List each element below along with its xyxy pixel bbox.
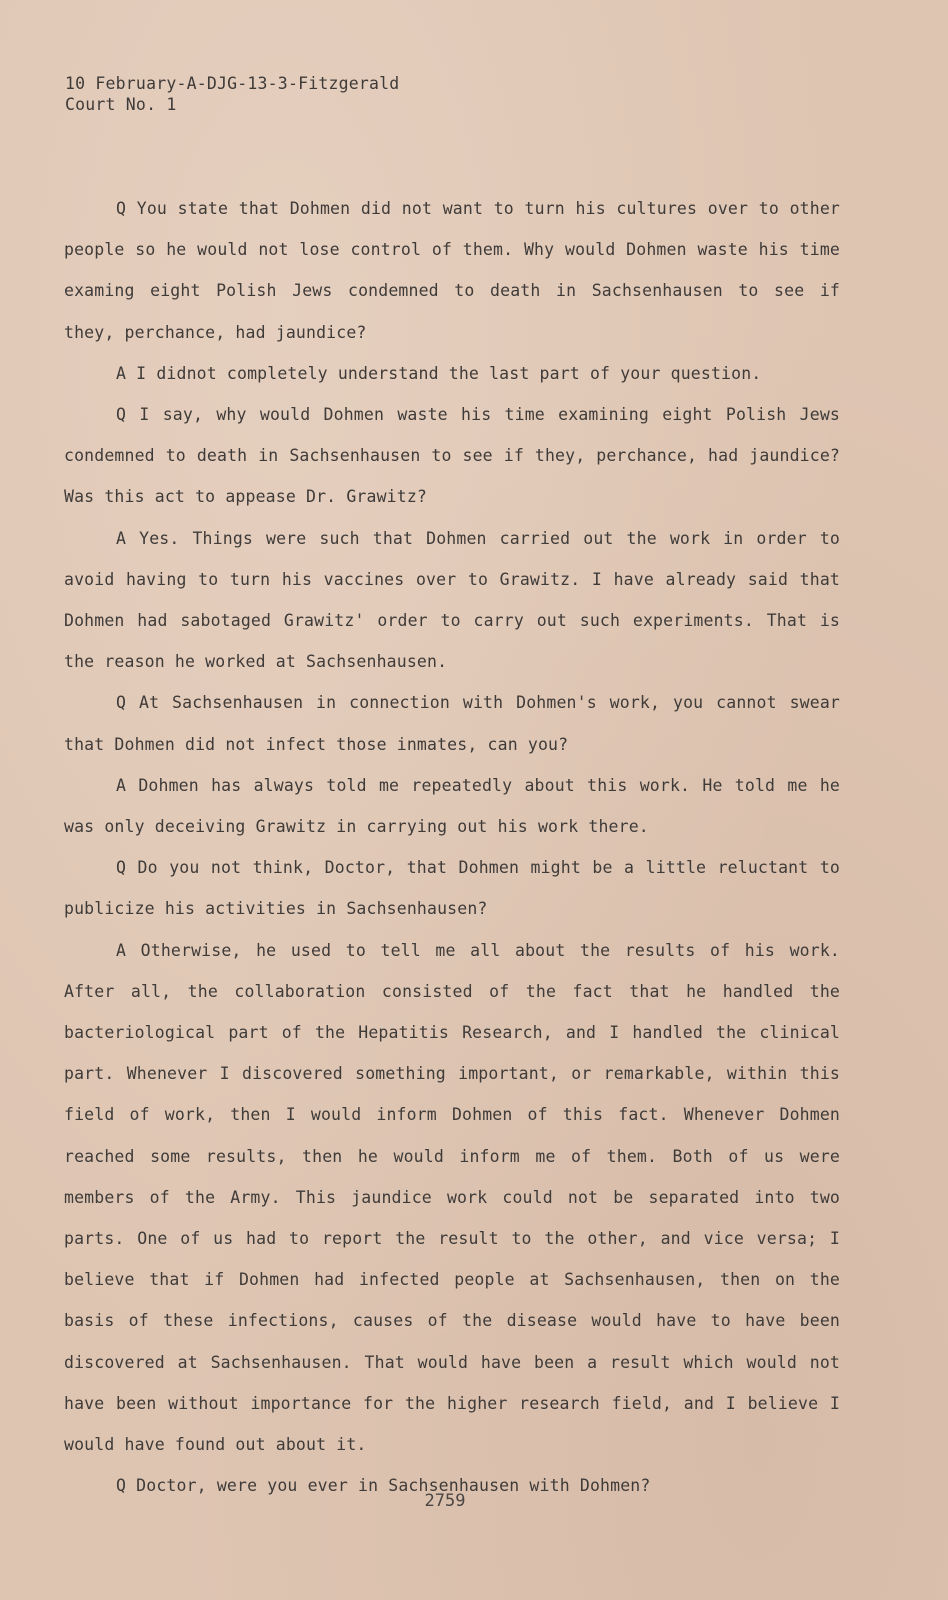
transcript-paragraph: A Otherwise, he used to tell me all about the results of his work. After all, the collaboration consisted of the fact that he handled the bacteriological part of the Hepatitis Research, and I handled the clinical part. Whenever I discovered something important, or remarkable, within this field of work, then I would inform Dohmen of this fact. Whenever Dohmen reached some results, then he would inform me of them. Both of us were members of the Army. This jaundice work could not be separated into two parts. One of us had to report the result to the other, and vice versa; I believe that if Dohmen had infected people at Sachsenhausen, then on the basis of these infections, causes of the disease would have to have been discovered at Sachsenhausen. That would have been a result which would not have been without importance for the higher research field, and I believe I would have found out about it. — [64, 940, 840, 1455]
header-reference-line: 10 February-A-DJG-13-3-Fitzgerald — [65, 74, 400, 93]
transcript-paragraph: Q Do you not think, Doctor, that Dohmen might be a little reluctant to publicize his activities in Sachsenhausen? — [64, 858, 840, 919]
transcript-paragraph: Q Doctor, were you ever in Sachsenhausen with Dohmen? — [116, 1476, 651, 1496]
transcript-body — [64, 188, 840, 1507]
transcript-paragraph: Q You state that Dohmen did not want to turn his cultures over to other people so he would not lose control of them. Why would Dohmen waste his time examing eight Polish Jews condemned to death in Sachsenhausen to see if they, perchance, had jaundice? — [64, 199, 840, 342]
transcript-paragraph: A I didnot completely understand the last part of your question. — [116, 363, 762, 383]
document-header — [65, 73, 399, 115]
transcript-paragraph: Q At Sachsenhausen in connection with Dohmen's work, you cannot swear that Dohmen did not infect those inmates, can you? — [64, 693, 840, 754]
transcript-paragraph: A Dohmen has always told me repeatedly about this work. He told me he was only deceiving Grawitz in carrying out his work there. — [64, 775, 840, 837]
header-court-line: Court No. 1 — [65, 95, 177, 114]
transcript-paragraph: Q I say, why would Dohmen waste his time examining eight Polish Jews condemned to death in Sachsenhausen to see if they, perchance, had jaundice? Was this act to appease Dr. Grawitz? — [64, 405, 840, 507]
page-number: 2759 — [424, 1491, 466, 1511]
transcript-paragraph: A Yes. Things were such that Dohmen carried out the work in order to avoid having to turn his vaccines over to Grawitz. I have already said that Dohmen had sabotaged Grawitz' order to carry out such experiments. That is the reason he worked at Sachsenhausen. — [64, 528, 840, 672]
